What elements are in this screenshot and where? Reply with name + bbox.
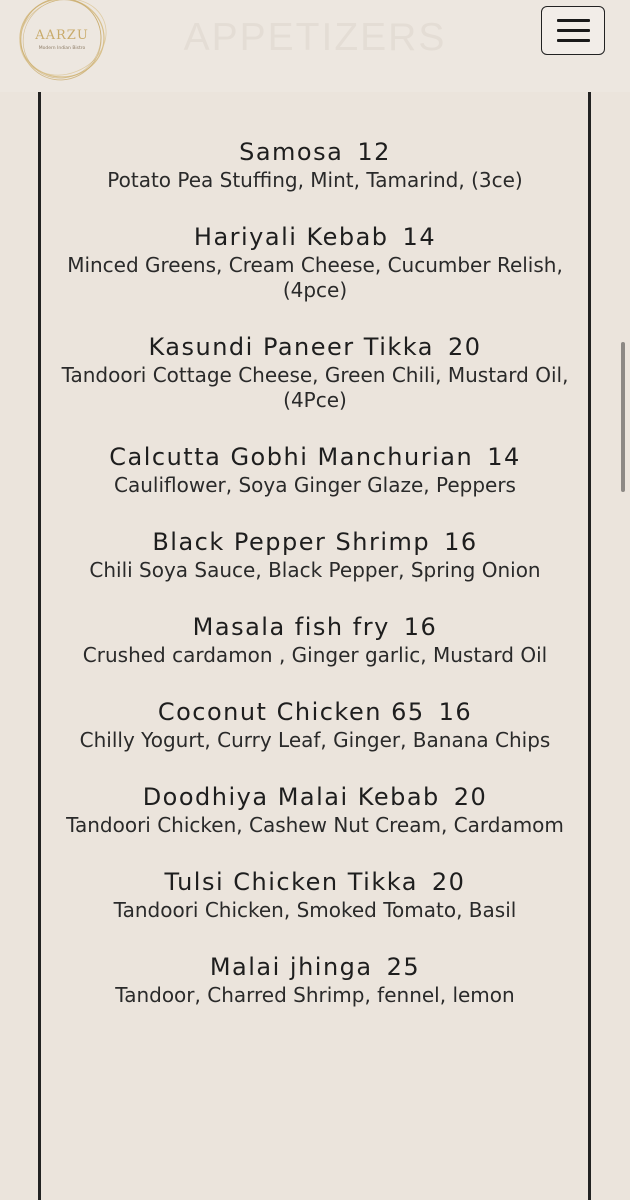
menu-item-price: 16 — [403, 613, 438, 641]
menu-item-price: 20 — [453, 783, 488, 811]
menu-frame-left-border — [38, 92, 41, 1200]
menu-item-description: Potato Pea Stuffing, Mint, Tamarind, (3ce) — [107, 168, 523, 192]
menu-item-name: Tulsi Chicken Tikka — [164, 868, 418, 896]
menu-item — [60, 221, 570, 303]
menu-item-description: Chilly Yogurt, Curry Leaf, Ginger, Banana Chips — [79, 728, 551, 752]
logo-tagline: Modern Indian Bistro — [38, 46, 86, 51]
menu-item — [60, 441, 570, 498]
logo-name: AARZU — [35, 28, 89, 43]
menu-item-description: Tandoori Chicken, Cashew Nut Cream, Cardamom — [66, 813, 564, 837]
site-header — [0, 0, 630, 92]
menu-item — [60, 611, 570, 668]
menu-item-name: Black Pepper Shrimp — [152, 528, 431, 556]
menu-item-price: 16 — [444, 528, 478, 556]
menu-item — [60, 136, 570, 193]
menu-item-name: Masala fish fry — [192, 613, 390, 641]
menu-item-name: Malai jhinga — [209, 953, 373, 981]
menu-item-name: Samosa — [239, 138, 344, 166]
menu-item — [60, 781, 570, 838]
menu-item-description: Crushed cardamon , Ginger garlic, Mustard Oil — [82, 643, 548, 667]
menu-item-description: Chili Soya Sauce, Black Pepper, Spring Onion — [89, 558, 541, 582]
menu-item-name: Doodhiya Malai Kebab — [142, 783, 440, 811]
menu-item-name: Kasundi Paneer Tikka — [148, 333, 434, 361]
menu-item — [60, 866, 570, 923]
menu-item — [60, 696, 570, 753]
menu-item-price: 25 — [386, 953, 421, 981]
menu-item-description: Minced Greens, Cream Cheese, Cucumber Relish, (4pce) — [67, 253, 563, 302]
menu-item — [60, 526, 570, 583]
menu-item-price: 16 — [438, 698, 473, 726]
menu-item — [60, 331, 570, 413]
menu-item-price: 20 — [431, 868, 466, 896]
menu-item-name: Coconut Chicken 65 — [157, 698, 425, 726]
menu-button[interactable] — [541, 6, 605, 55]
menu-item-description: Cauliflower, Soya Ginger Glaze, Peppers — [114, 473, 516, 497]
menu-item-description: Tandoor, Charred Shrimp, fennel, lemon — [115, 983, 515, 1007]
menu-frame-right-border — [588, 92, 591, 1200]
scrollbar[interactable] — [621, 342, 625, 492]
menu-item-description: Tandoori Chicken, Smoked Tomato, Basil — [113, 898, 517, 922]
appetizer-list — [60, 136, 570, 1036]
menu-item-price: 14 — [402, 223, 437, 251]
section-title: APPETIZERS — [183, 16, 447, 59]
menu-item-name: Calcutta Gobhi Manchurian — [109, 443, 474, 471]
menu-item-price: 12 — [357, 138, 391, 166]
menu-item-description: Tandoori Cottage Cheese, Green Chili, Mustard Oil, (4Pce) — [61, 363, 569, 412]
menu-item-price: 20 — [447, 333, 482, 361]
menu-item-price: 14 — [487, 443, 521, 471]
menu-item — [60, 951, 570, 1008]
menu-item-name: Hariyali Kebab — [193, 223, 389, 251]
